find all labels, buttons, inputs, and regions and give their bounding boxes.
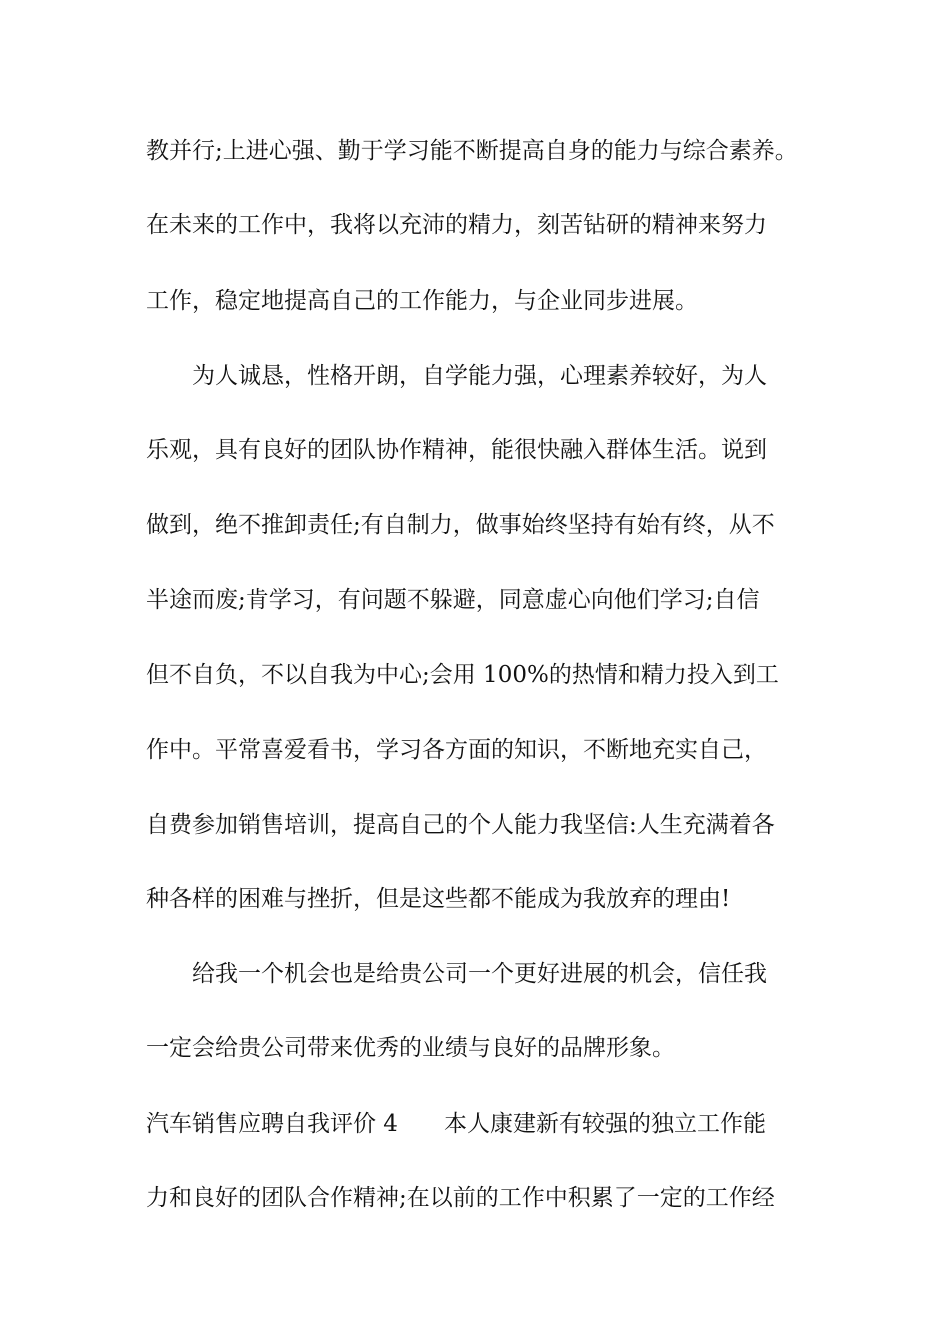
- text-line: 工作，稳定地提高自己的工作能力，与企业同步进展。: [146, 288, 698, 314]
- paragraph-start-line: 为人诚恳，性格开朗，自学能力强，心理素养较好，为人: [192, 363, 767, 389]
- section-heading-line: 汽车销售应聘自我评价 4 本人康建新有较强的独立工作能: [146, 1111, 766, 1137]
- text-line: 种各样的困难与挫折，但是这些都不能成为我放弃的理由!: [146, 886, 731, 912]
- text-line: 在未来的工作中，我将以充沛的精力，刻苦钻研的精神来努力: [146, 212, 767, 238]
- text-line: 做到，绝不推卸责任;有自制力，做事始终坚持有始有终，从不: [146, 512, 775, 538]
- text-line: 力和良好的团队合作精神;在以前的工作中积累了一定的工作经: [146, 1185, 775, 1211]
- text-line: 教并行;上进心强、勤于学习能不断提高自身的能力与综合素养。: [146, 138, 798, 164]
- text-line: 但不自负，不以自我为中心;会用 100%的热情和精力投入到工: [146, 662, 779, 688]
- text-line: 一定会给贵公司带来优秀的业绩与良好的品牌形象。: [146, 1035, 675, 1061]
- text-line: 自费参加销售培训，提高自己的个人能力我坚信:人生充满着各: [146, 812, 775, 838]
- text-line: 乐观，具有良好的团队协作精神，能很快融入群体生活。说到: [146, 437, 767, 463]
- paragraph-start-line: 给我一个机会也是给贵公司一个更好进展的机会，信任我: [192, 961, 767, 987]
- text-line: 作中。平常喜爱看书，学习各方面的知识，不断地充实自己，: [146, 737, 767, 763]
- text-line: 半途而废;肯学习，有问题不躲避，同意虚心向他们学习;自信: [146, 587, 760, 613]
